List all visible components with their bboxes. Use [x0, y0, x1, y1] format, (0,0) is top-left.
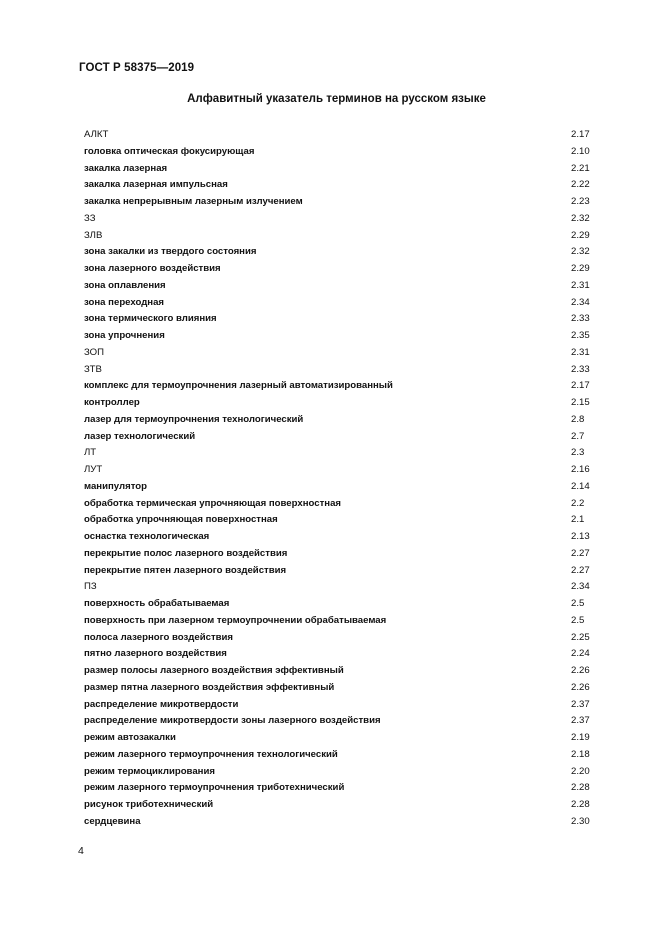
- index-entry-reference: 2.17: [571, 129, 590, 140]
- index-entry-term: обработка упрочняющая поверхностная: [84, 514, 278, 526]
- document-code: ГОСТ Р 58375—2019: [79, 62, 195, 74]
- index-entry: [84, 328, 604, 345]
- index-entry-term: ПЗ: [84, 581, 97, 593]
- index-entry: [84, 177, 604, 194]
- index-entry-term: перекрытие полос лазерного воздействия: [84, 547, 288, 559]
- index-entry: [84, 395, 604, 412]
- index-entry: [84, 345, 604, 362]
- index-entry-reference: 2.37: [571, 698, 590, 710]
- index-entry-reference: 2.25: [571, 631, 590, 643]
- index-entry-reference: 2.17: [571, 380, 590, 392]
- index-entry-term: размер полосы лазерного воздействия эффективный: [84, 665, 344, 676]
- index-entry-term: лазер для термоупрочнения технологический: [84, 413, 304, 425]
- index-entry-term: режим лазерного термоупрочнения технологический: [84, 748, 338, 760]
- index-entry-reference: 2.3: [571, 447, 585, 459]
- index-entry-reference: 2.7: [571, 430, 585, 442]
- index-entry-reference: 2.15: [571, 397, 590, 408]
- index-entry-term: пятно лазерного воздействия: [84, 648, 227, 660]
- index-entry: [84, 378, 604, 395]
- index-entry: [84, 362, 604, 379]
- index-entry-reference: 2.34: [571, 581, 590, 593]
- index-entry: [84, 546, 604, 563]
- index-entry: [84, 596, 604, 613]
- index-entry-term: закалка лазерная: [84, 162, 168, 174]
- index-entry-reference: 2.34: [571, 296, 590, 308]
- index-entry: [84, 161, 604, 178]
- index-entry: [84, 814, 604, 831]
- index-entry-reference: 2.22: [571, 179, 590, 191]
- index-entry-term: поверхность при лазерном термоупрочнении обрабатываемая: [84, 614, 387, 626]
- index-entry-reference: 2.27: [571, 547, 590, 559]
- index-entry: [84, 512, 604, 529]
- index-entry-term: размер пятна лазерного воздействия эффективный: [84, 681, 335, 693]
- index-entry: [84, 529, 604, 546]
- index-entry-reference: 2.28: [571, 799, 590, 810]
- index-entry-reference: 2.16: [571, 464, 590, 475]
- index-title: Алфавитный указатель терминов на русском языке: [187, 93, 486, 105]
- index-entry: [84, 144, 604, 161]
- index-entry: [84, 563, 604, 580]
- index-entry-term: ЗЛВ: [84, 229, 103, 241]
- index-entry-reference: 2.37: [571, 715, 590, 727]
- index-entry: [84, 278, 604, 295]
- index-entry: [84, 713, 604, 730]
- index-entry-reference: 2.21: [571, 162, 590, 174]
- index-entry-term: лазер технологический: [84, 430, 196, 442]
- index-entry: [84, 697, 604, 714]
- index-entry-term: полоса лазерного воздействия: [84, 631, 234, 643]
- index-entry: [84, 630, 604, 647]
- index-entry-term: головка оптическая фокусирующая: [84, 145, 255, 157]
- index-entry: [84, 261, 604, 278]
- index-entry-term: распределение микротвердости: [84, 698, 239, 710]
- index-entry: [84, 211, 604, 228]
- index-entry-term: режим термоциклирования: [84, 765, 215, 777]
- index-entry-reference: 2.14: [571, 480, 590, 492]
- index-entry: [84, 646, 604, 663]
- index-entry: [84, 295, 604, 312]
- index-entry-reference: 2.23: [571, 196, 590, 207]
- index-entry-reference: 2.5: [571, 614, 585, 626]
- index-entry-reference: 2.29: [571, 229, 590, 241]
- index-entry: [84, 496, 604, 513]
- index-entry: [84, 663, 604, 680]
- index-entry-reference: 2.2: [571, 497, 585, 509]
- index-entry-term: зона термического влияния: [84, 313, 217, 325]
- index-entry-reference: 2.26: [571, 665, 590, 676]
- index-entry-term: распределение микротвердости зоны лазерного воздействия: [84, 715, 381, 727]
- index-entry-reference: 2.13: [571, 531, 590, 542]
- index-entry-term: ЛТ: [84, 447, 97, 459]
- index-entry-reference: 2.35: [571, 330, 590, 341]
- index-entry-term: режим автозакалки: [84, 732, 176, 743]
- index-entry-term: комплекс для термоупрочнения лазерный автоматизированный: [84, 380, 393, 392]
- index-entry: [84, 445, 604, 462]
- index-entry-term: режим лазерного термоупрочнения триботехнический: [84, 782, 345, 794]
- index-entry-term: ЛУТ: [84, 464, 103, 475]
- index-entry-term: закалка лазерная импульсная: [84, 179, 228, 191]
- index-entry: [84, 780, 604, 797]
- index-entry-term: АЛКТ: [84, 129, 109, 140]
- index-entry-term: контроллер: [84, 397, 140, 408]
- index-entry: [84, 462, 604, 479]
- index-entry: [84, 479, 604, 496]
- index-entry-reference: 2.31: [571, 279, 590, 291]
- index-entry: [84, 579, 604, 596]
- index-entry: [84, 613, 604, 630]
- index-entry-reference: 2.18: [571, 748, 590, 760]
- index-entry: [84, 228, 604, 245]
- index-entry-term: обработка термическая упрочняющая поверхностная: [84, 497, 342, 509]
- index-entry-reference: 2.29: [571, 263, 590, 274]
- index-entry-term: рисунок триботехнический: [84, 799, 214, 810]
- index-entry: [84, 797, 604, 814]
- term-index-list: [84, 127, 604, 831]
- index-entry-term: сердцевина: [84, 815, 141, 827]
- index-entry-term: зона лазерного воздействия: [84, 263, 221, 274]
- index-entry-term: ЗОП: [84, 346, 105, 358]
- index-entry: [84, 194, 604, 211]
- index-entry-reference: 2.26: [571, 681, 590, 693]
- index-entry-reference: 2.32: [571, 246, 590, 258]
- index-entry: [84, 747, 604, 764]
- index-entry-term: зона переходная: [84, 296, 165, 308]
- index-entry-reference: 2.5: [571, 598, 585, 609]
- index-entry-term: зона закалки из твердого состояния: [84, 246, 257, 258]
- index-entry-reference: 2.19: [571, 732, 590, 743]
- index-entry-reference: 2.33: [571, 313, 590, 325]
- index-entry-term: зона оплавления: [84, 279, 166, 291]
- page-number: 4: [78, 845, 84, 857]
- index-entry-reference: 2.1: [571, 514, 585, 526]
- index-entry: [84, 730, 604, 747]
- index-entry-reference: 2.27: [571, 564, 590, 576]
- index-entry-reference: 2.33: [571, 363, 590, 375]
- index-entry-term: зона упрочнения: [84, 330, 165, 341]
- index-entry-term: поверхность обрабатываемая: [84, 598, 230, 609]
- index-entry: [84, 127, 604, 144]
- index-entry: [84, 244, 604, 261]
- index-entry-term: закалка непрерывным лазерным излучением: [84, 196, 303, 207]
- index-entry-reference: 2.20: [571, 765, 590, 777]
- index-entry-reference: 2.28: [571, 782, 590, 794]
- index-entry-term: ЗЗ: [84, 212, 96, 224]
- index-entry: [84, 429, 604, 446]
- index-entry-term: манипулятор: [84, 480, 147, 492]
- index-entry-reference: 2.30: [571, 815, 590, 827]
- index-entry-reference: 2.10: [571, 145, 590, 157]
- index-entry-reference: 2.8: [571, 413, 585, 425]
- index-entry-term: перекрытие пятен лазерного воздействия: [84, 564, 287, 576]
- index-entry: [84, 764, 604, 781]
- index-entry-reference: 2.31: [571, 346, 590, 358]
- index-entry-reference: 2.24: [571, 648, 590, 660]
- index-entry-reference: 2.32: [571, 212, 590, 224]
- index-entry: [84, 680, 604, 697]
- index-entry-term: оснастка технологическая: [84, 531, 210, 542]
- index-entry-term: ЗТВ: [84, 363, 102, 375]
- index-entry: [84, 412, 604, 429]
- index-entry: [84, 311, 604, 328]
